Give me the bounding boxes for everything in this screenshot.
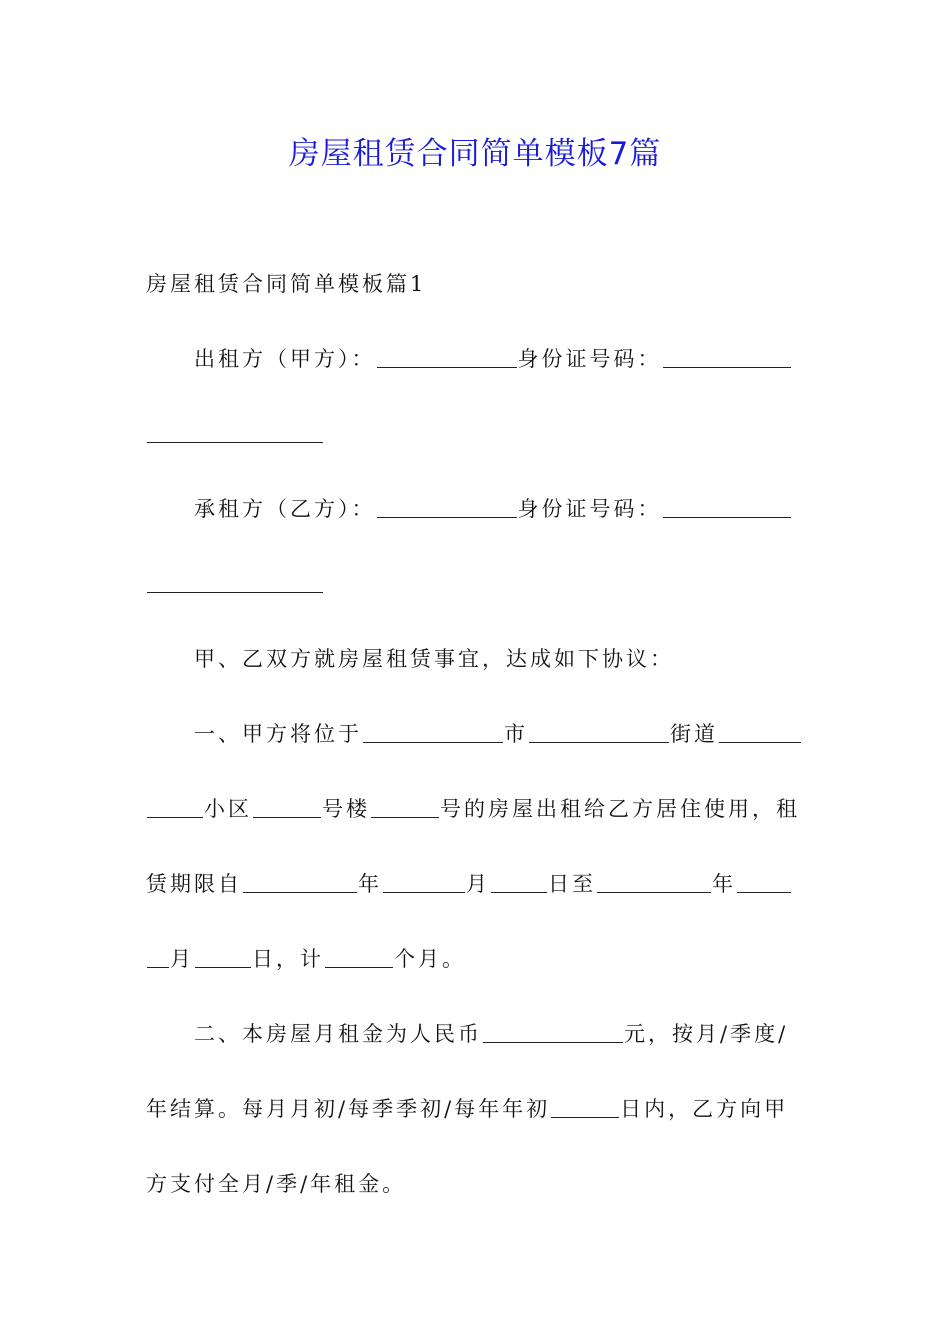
clause1-text-street: 街道 <box>670 722 718 746</box>
start-year-blank <box>243 872 357 893</box>
agreement-intro: 甲、乙双方就房屋租赁事宜，达成如下协议： <box>194 647 674 671</box>
lessee-id-label: 身份证号码： <box>517 497 662 521</box>
clause2-line2 <box>146 1093 806 1125</box>
lessor-id-label: 身份证号码： <box>517 347 662 371</box>
end-day-blank <box>195 947 251 968</box>
lessor-line <box>194 343 806 375</box>
lessee-id-blank-continued <box>147 572 323 593</box>
end-year-blank <box>597 872 711 893</box>
unit-blank <box>371 797 439 818</box>
clause1-text-day-to: 日至 <box>548 872 596 896</box>
lessor-id-blank-continued <box>147 422 323 443</box>
lessee-line <box>194 493 806 525</box>
community-blank <box>719 722 801 743</box>
end-month-blank <box>737 872 791 893</box>
clause1-text-location: 一、甲方将位于 <box>194 722 362 746</box>
clause1-line4 <box>146 943 806 975</box>
lessor-id-blank <box>663 347 791 368</box>
clause1-text-community: 小区 <box>204 797 252 821</box>
clause1-text-year2: 年 <box>712 872 736 896</box>
clause2-text-rent: 二、本房屋月租金为人民币 <box>194 1022 482 1046</box>
lessor-name-blank <box>377 347 517 368</box>
clause1-line3 <box>146 868 806 900</box>
clause1-text-city: 市 <box>504 722 528 746</box>
lessee-label: 承租方（乙方）： <box>194 497 376 521</box>
community-blank-continued <box>147 797 203 818</box>
clause1-line2 <box>146 793 806 825</box>
lessor-id-continued <box>146 418 806 450</box>
document-title: 房屋租赁合同简单模板7篇 <box>288 136 662 172</box>
clause1-text-term: 赁期限自 <box>146 872 242 896</box>
clause2-text-payment-time: 年结算。每月月初/每季季初/每年年初 <box>146 1097 551 1121</box>
lessee-name-blank <box>377 497 517 518</box>
clause1-text-day-total: 日，计 <box>252 947 324 971</box>
clause1-text-house-use: 号的房屋出租给乙方居住使用，租 <box>440 797 800 821</box>
start-day-blank <box>491 872 547 893</box>
clause2-line1 <box>194 1018 806 1050</box>
payment-days-blank <box>551 1097 619 1118</box>
clause1-text-year: 年 <box>358 872 382 896</box>
clause1-text-month: 月 <box>466 872 490 896</box>
rent-amount-blank <box>483 1022 623 1043</box>
clause2-text-payment-party: 日内，乙方向甲 <box>620 1097 789 1121</box>
end-month-blank-continued <box>147 947 169 968</box>
clause2-text-settle: 元，按月/季度/ <box>624 1022 789 1046</box>
clause2-line3: 方支付全月/季/年租金。 <box>146 1172 407 1196</box>
clause1-text-months: 个月。 <box>394 947 466 971</box>
months-blank <box>325 947 393 968</box>
clause1-text-month2: 月 <box>170 947 194 971</box>
lessor-label: 出租方（甲方）： <box>194 347 376 371</box>
lessee-id-blank <box>663 497 791 518</box>
section-heading: 房屋租赁合同简单模板篇1 <box>146 272 427 296</box>
building-blank <box>253 797 321 818</box>
lessee-id-continued <box>146 568 806 600</box>
city-blank <box>363 722 503 743</box>
start-month-blank <box>383 872 465 893</box>
clause1-line1 <box>194 718 806 750</box>
clause1-text-building: 号楼 <box>322 797 370 821</box>
street-blank <box>529 722 669 743</box>
